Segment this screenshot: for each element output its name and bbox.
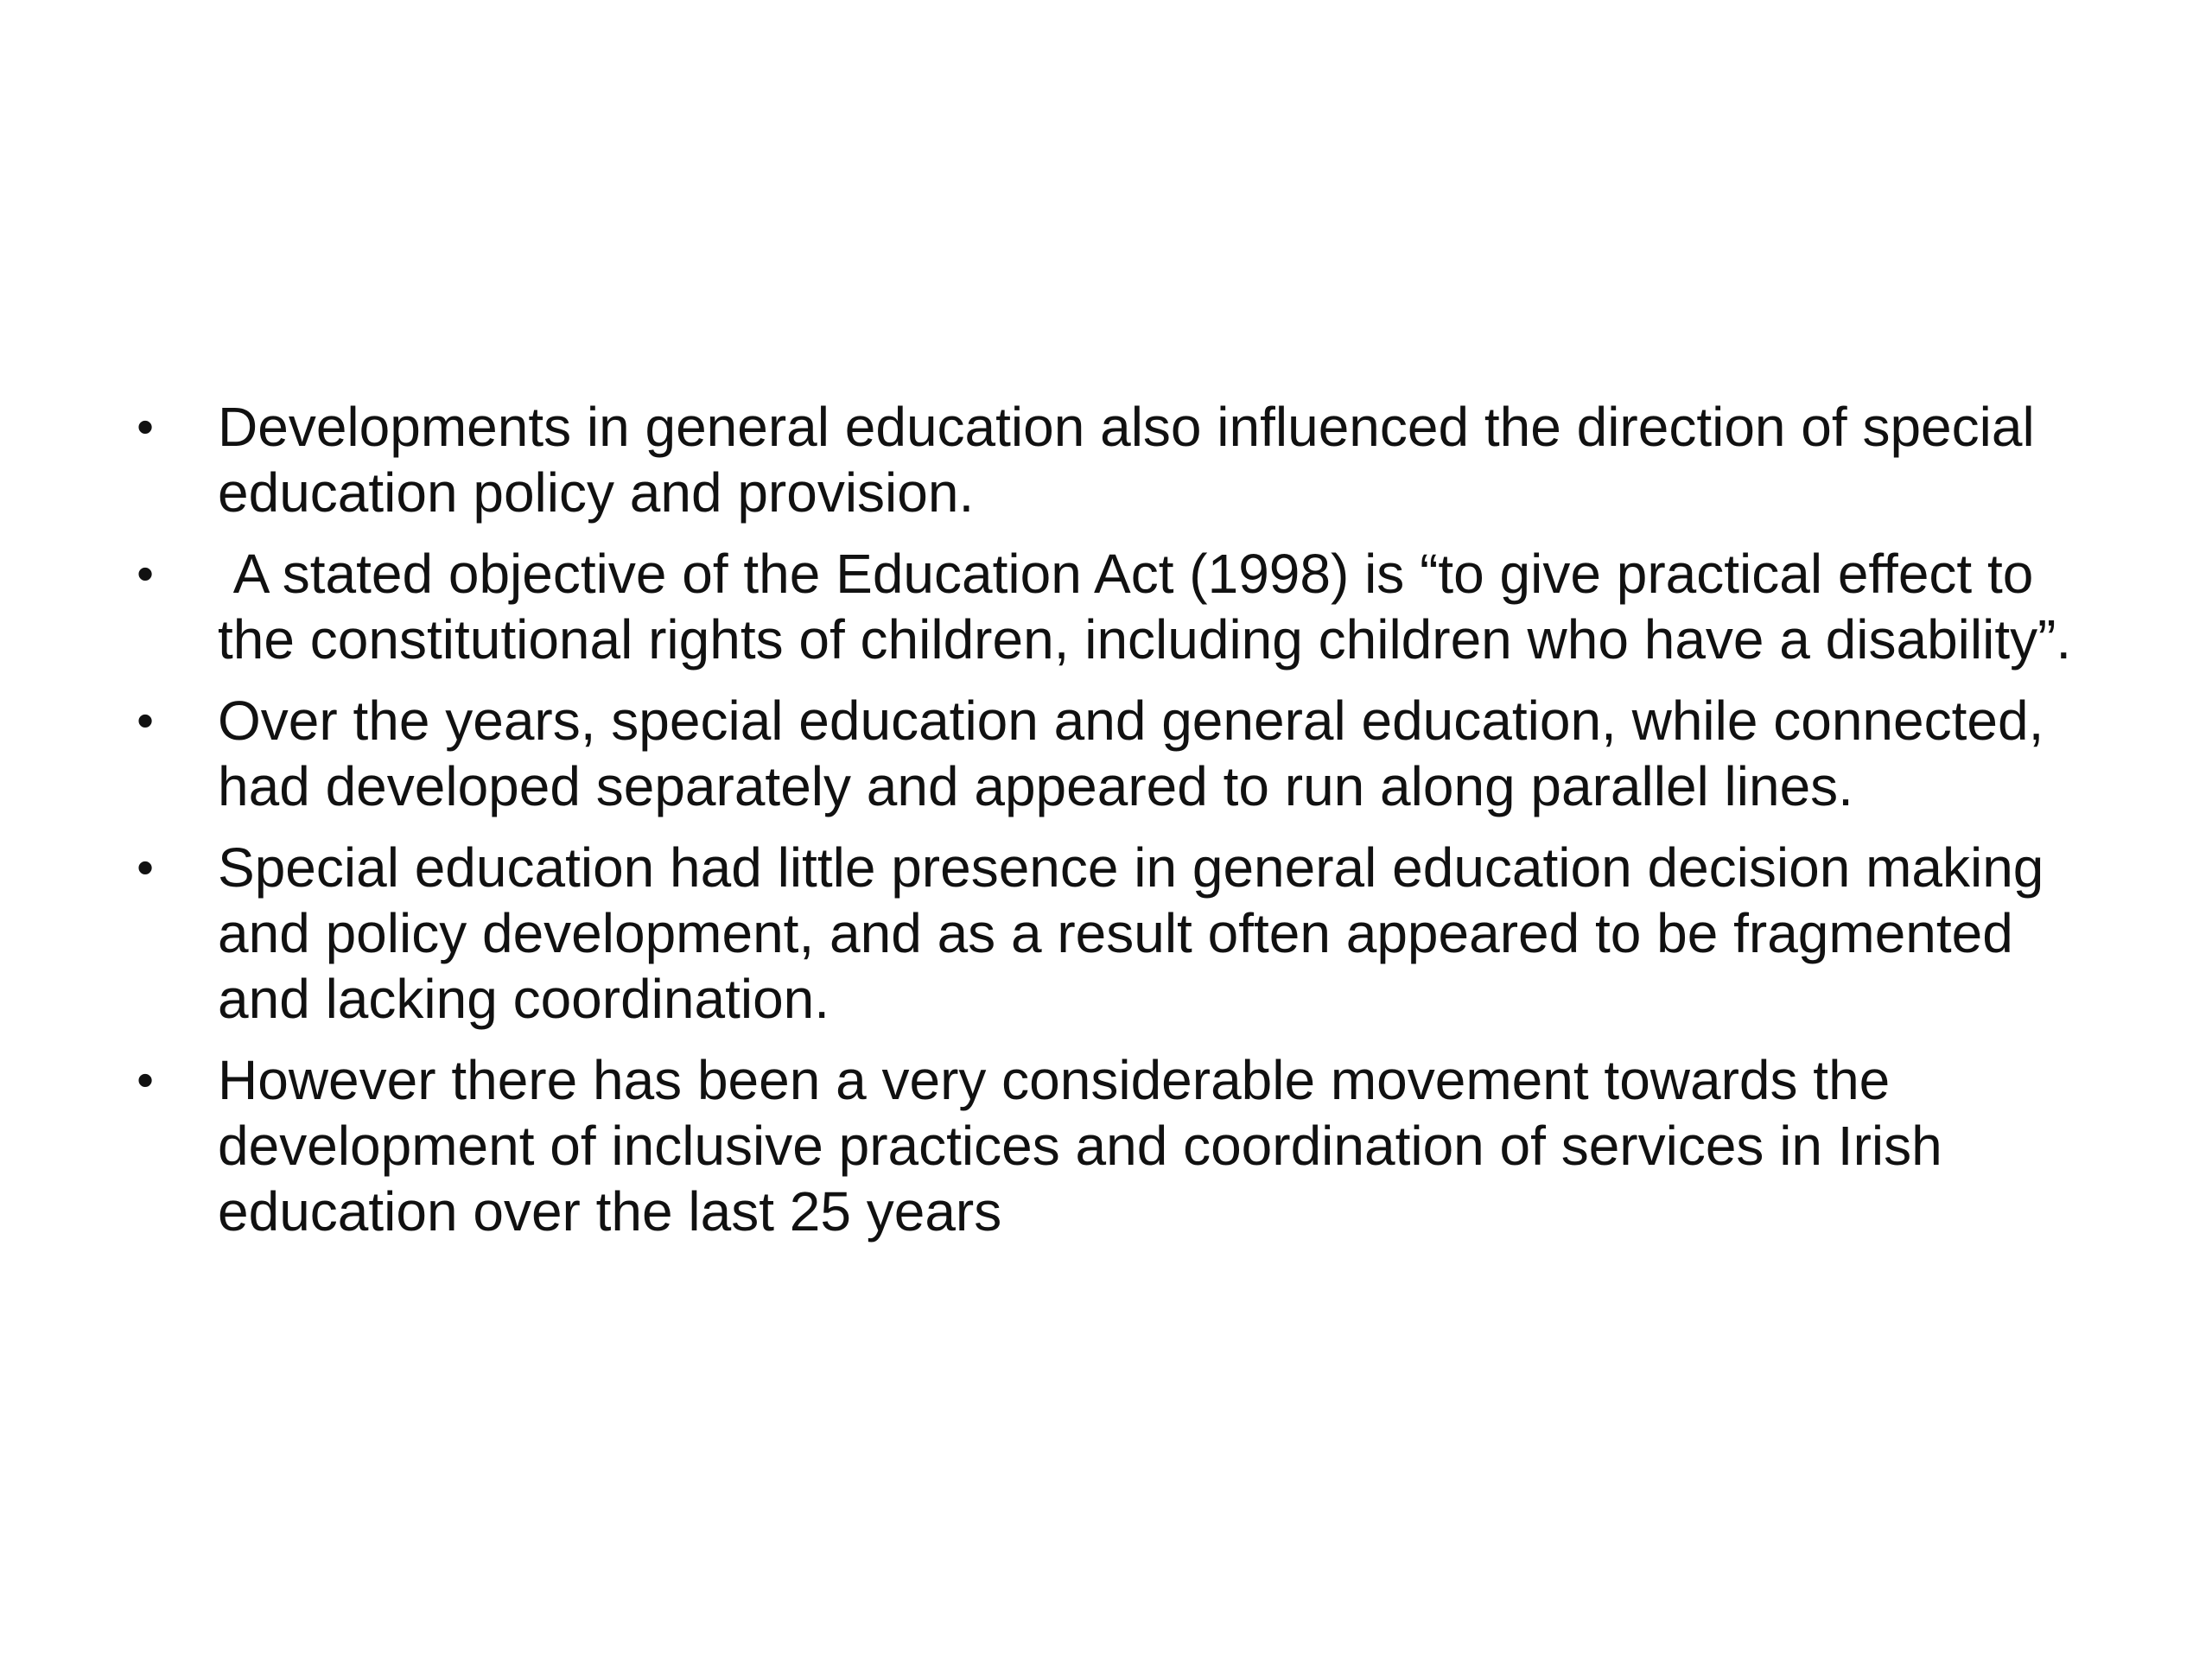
bullet-icon: • (137, 1052, 154, 1107)
bullet-text: Over the years, special education and general education, while connected, had developed separately and appeared to run along parallel lines. (218, 690, 2060, 817)
bullet-item-4 (128, 835, 2115, 1032)
bullet-list (128, 394, 2115, 1260)
bullet-icon: • (137, 546, 154, 601)
bullet-item-1 (128, 394, 2115, 525)
bullet-icon: • (137, 399, 154, 454)
bullet-text: However there has been a very considerable movement towards the development of inclusive practices and coordination of services in Irish education over the last 25 years (218, 1049, 1958, 1243)
bullet-icon: • (137, 840, 154, 894)
bullet-item-3 (128, 688, 2115, 819)
bullet-item-2 (128, 541, 2115, 672)
bullet-icon: • (137, 693, 154, 747)
bullet-text: Special education had little presence in general education decision making and policy development, and as a result often appeared to be fragmented and lacking coordination. (218, 836, 2060, 1030)
bullet-text: Developments in general education also influenced the direction of special education policy and provision. (218, 396, 2050, 524)
bullet-text: A stated objective of the Education Act (1998) is “to give practical effect to the constitutional rights of children, including children who have a disability”. (218, 543, 2072, 671)
bullet-item-5 (128, 1047, 2115, 1244)
